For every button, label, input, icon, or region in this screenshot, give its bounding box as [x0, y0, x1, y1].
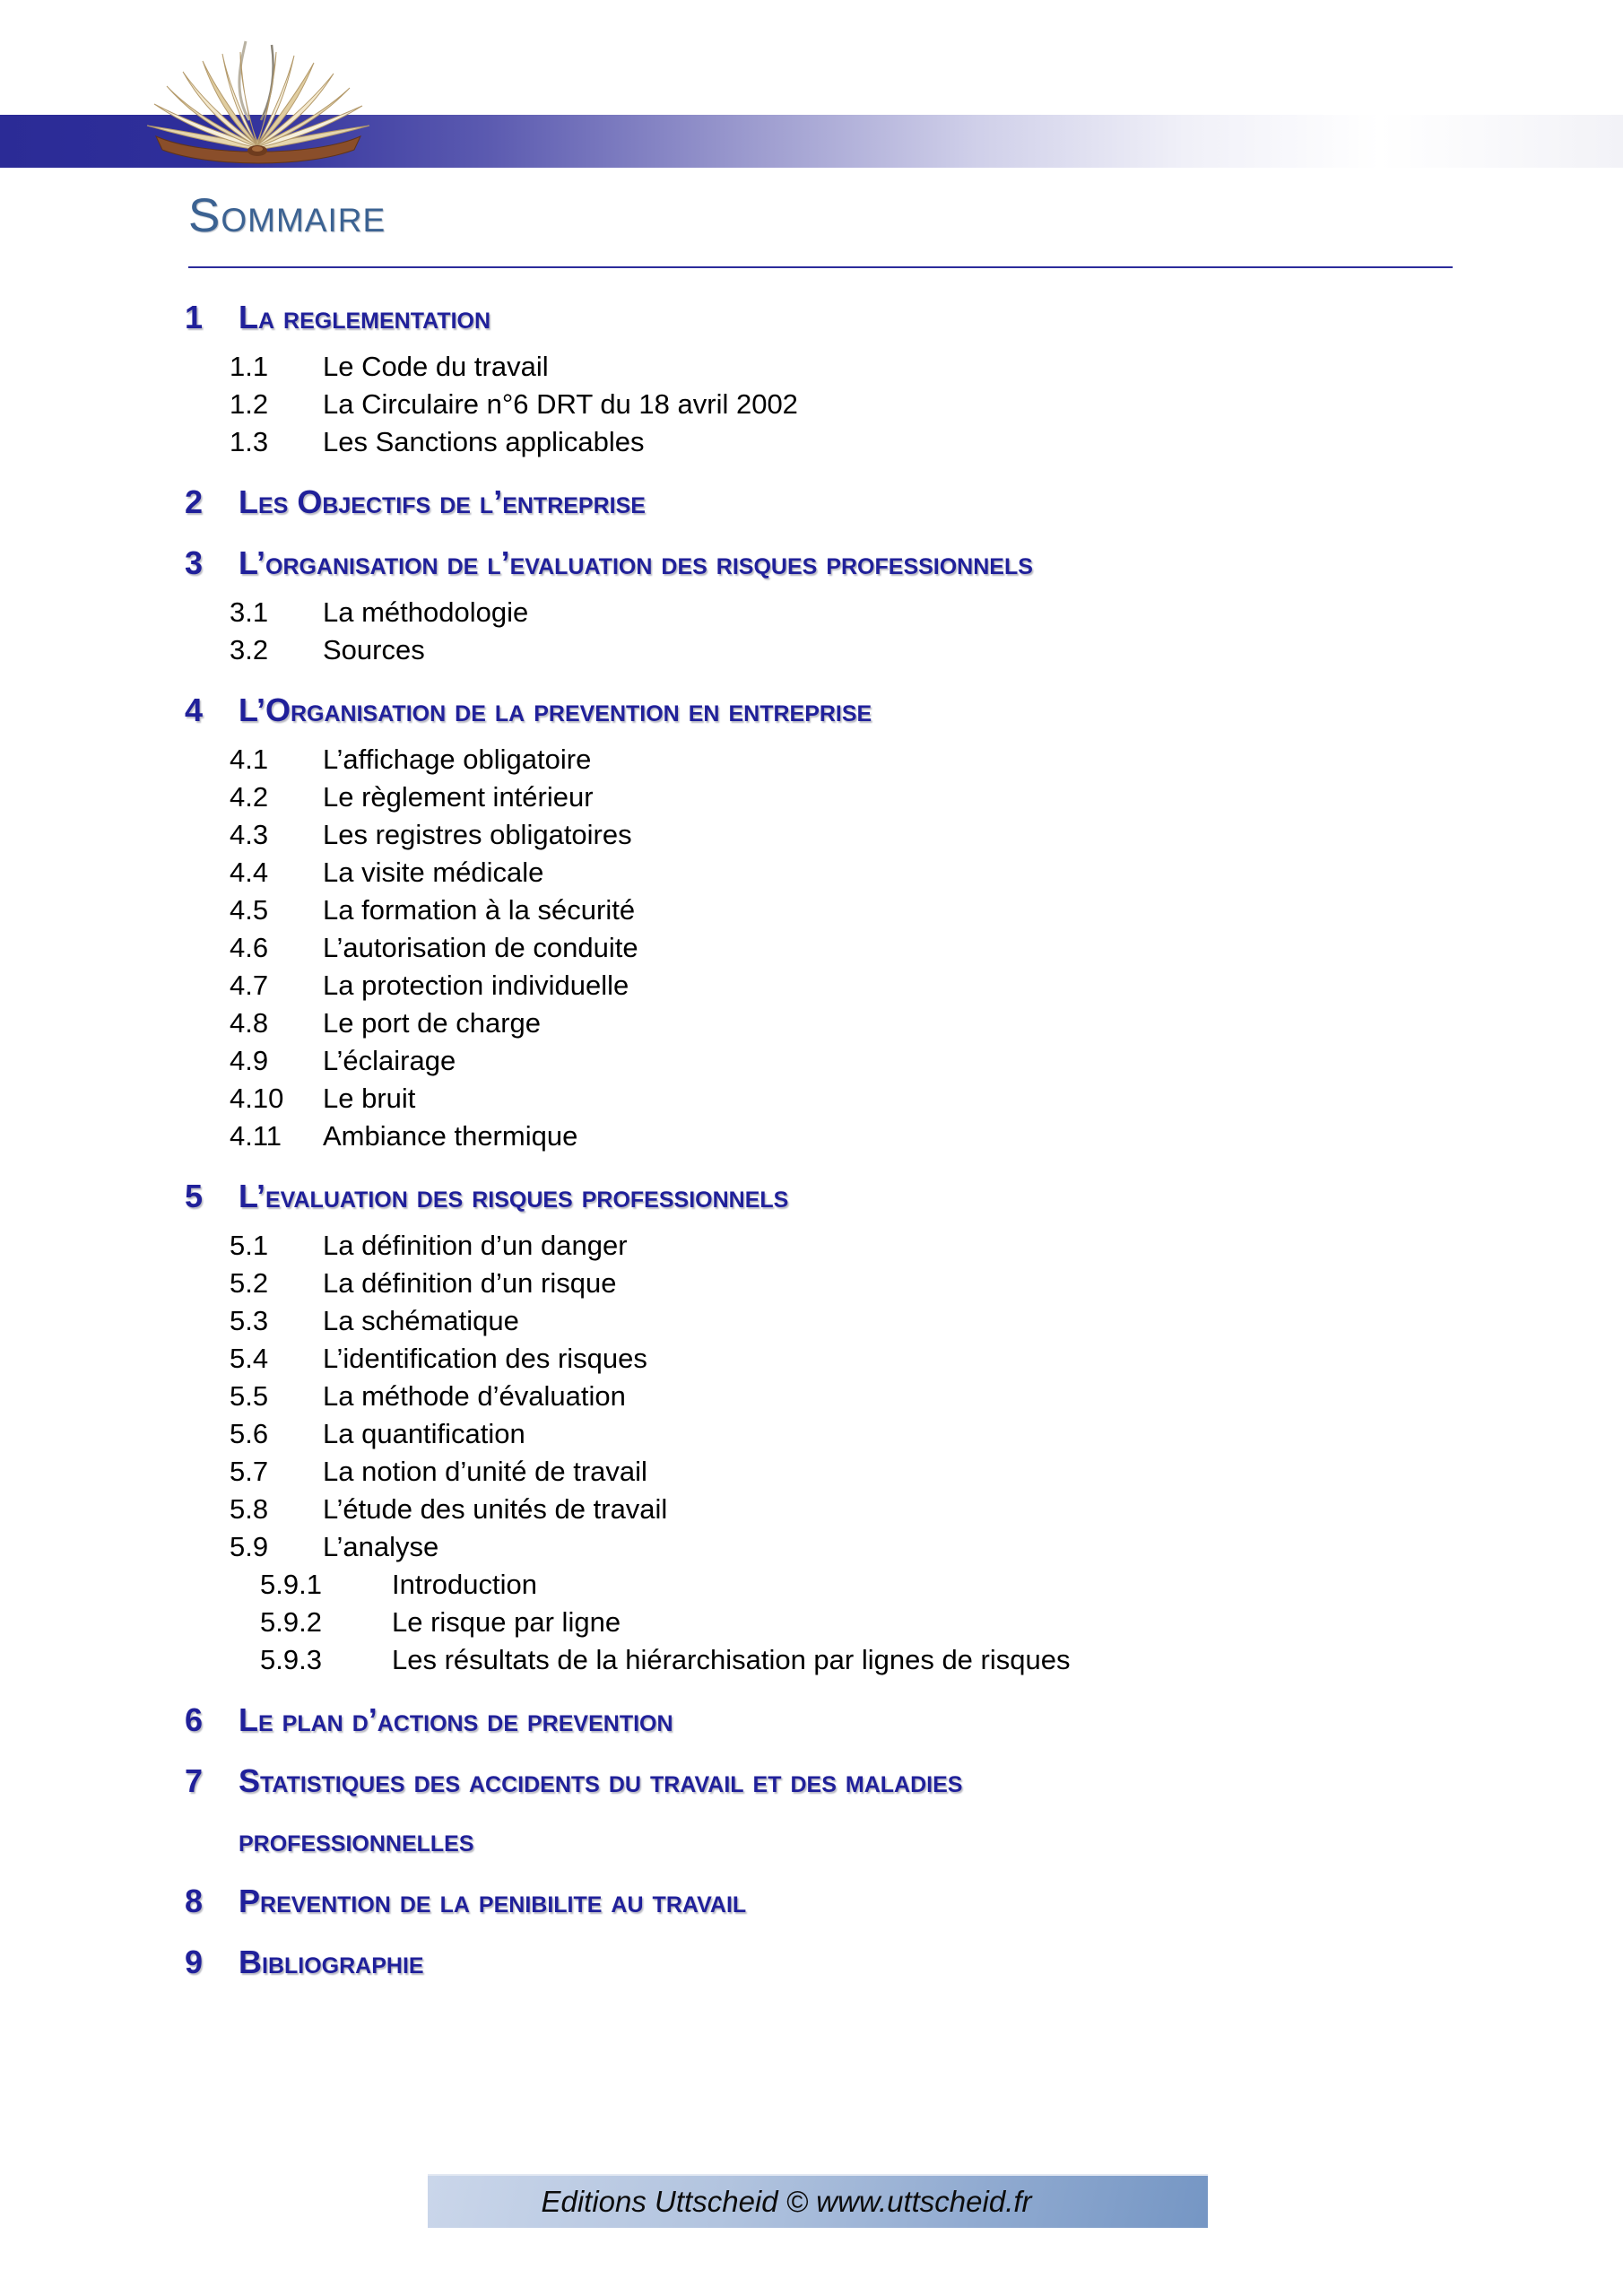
toc-section-label-line: professionnelles [239, 1822, 474, 1858]
toc-item [0, 1080, 1623, 1118]
toc-item-label: Les résultats de la hiérarchisation par lignes de risques [392, 1644, 1071, 1675]
toc-item [0, 929, 1623, 967]
toc-section-label [239, 1761, 962, 1860]
toc-item-number: 1.2 [230, 388, 269, 420]
toc-section-label [239, 544, 1033, 583]
toc-item-label: La méthode d’évaluation [323, 1380, 626, 1412]
toc-section-label [239, 1700, 673, 1740]
toc-item-number: 5.7 [230, 1456, 269, 1487]
toc-item [0, 1528, 1623, 1566]
toc-item-number: 5.3 [230, 1305, 269, 1336]
toc-item-number: 5.9.2 [260, 1606, 322, 1638]
toc-item-label: La définition d’un danger [323, 1230, 628, 1261]
toc-item-number: 4.10 [230, 1083, 284, 1114]
toc-item-label: La notion d’unité de travail [323, 1456, 647, 1487]
toc-item [0, 816, 1623, 854]
toc-item-number: 4.2 [230, 781, 269, 813]
open-book-icon [140, 36, 377, 169]
footer-banner [428, 2174, 1208, 2228]
toc-section-number: 5 [185, 1178, 204, 1214]
toc-section-label-line: Bibliographie [239, 1944, 424, 1980]
toc-item [0, 1566, 1623, 1604]
toc-section-label [239, 1177, 788, 1216]
toc-item-label: L’affichage obligatoire [323, 744, 592, 775]
toc-item-label: Les registres obligatoires [323, 819, 632, 850]
toc-section-number: 3 [185, 544, 204, 581]
toc-item-number: 5.9.1 [260, 1569, 322, 1600]
toc-item-label: La visite médicale [323, 857, 544, 888]
toc-section-number: 6 [185, 1701, 204, 1738]
toc-item [0, 348, 1623, 386]
toc-item-label: La quantification [323, 1418, 525, 1449]
toc-item-label: La protection individuelle [323, 970, 629, 1001]
toc-item-number: 4.3 [230, 819, 269, 850]
toc-item-label: Les Sanctions applicables [323, 426, 645, 457]
toc-item-number: 1.1 [230, 351, 269, 382]
toc-item [0, 1118, 1623, 1155]
toc-section-number: 2 [185, 483, 204, 520]
toc-section-label [239, 1943, 424, 1982]
toc-item-label: La définition d’un risque [323, 1267, 617, 1299]
toc-item [0, 1604, 1623, 1641]
toc-item-label: Ambiance thermique [323, 1120, 578, 1152]
toc-section-heading [0, 483, 1623, 522]
toc-section-number: 7 [185, 1762, 204, 1799]
toc-item-number: 5.9.3 [260, 1644, 322, 1675]
toc-item-label: La formation à la sécurité [323, 894, 636, 926]
toc-item [0, 1641, 1623, 1679]
toc-item-label: L’identification des risques [323, 1343, 647, 1374]
toc-section-label-line: La reglementation [239, 299, 491, 335]
toc-section-heading [0, 1700, 1623, 1740]
toc-item-label: La schématique [323, 1305, 519, 1336]
toc-item [0, 1453, 1623, 1491]
toc-item [0, 1491, 1623, 1528]
toc-item-number: 5.1 [230, 1230, 269, 1261]
toc-section-label-line: Le plan d’actions de prevention [239, 1701, 673, 1738]
toc-item-label: Le bruit [323, 1083, 416, 1114]
toc-item-number: 3.2 [230, 634, 269, 665]
toc-item-label: Le risque par ligne [392, 1606, 621, 1638]
toc-item-label: L’étude des unités de travail [323, 1493, 668, 1525]
toc-item [0, 1415, 1623, 1453]
title-rule [188, 266, 1453, 268]
toc-item [0, 854, 1623, 891]
toc-item [0, 594, 1623, 631]
toc-section-label-line: Les Objectifs de l’entreprise [239, 483, 646, 520]
toc-item-label: Introduction [392, 1569, 537, 1600]
footer-text: Editions Uttscheid © www.uttscheid.fr [541, 2185, 1032, 2218]
toc-item [0, 423, 1623, 461]
toc-item-label: Le Code du travail [323, 351, 549, 382]
toc-item-label: Le règlement intérieur [323, 781, 594, 813]
toc-item-label: L’analyse [323, 1531, 439, 1562]
toc-section-number: 1 [185, 299, 204, 335]
toc-item-number: 5.6 [230, 1418, 269, 1449]
toc-section-heading [0, 544, 1623, 583]
page-title: Sommaire [188, 189, 386, 242]
toc-section-number: 9 [185, 1944, 204, 1980]
toc-item-number: 4.7 [230, 970, 269, 1001]
toc-section-number: 4 [185, 691, 204, 728]
toc-section-label [239, 298, 490, 337]
toc-item-number: 5.9 [230, 1531, 269, 1562]
toc-section-heading [0, 1177, 1623, 1216]
toc-section-label-line: L’Organisation de la prevention en entreprise [239, 691, 872, 728]
toc-item-number: 4.1 [230, 744, 269, 775]
toc-item [0, 778, 1623, 816]
toc-section-label [239, 1882, 746, 1921]
toc-item-label: Le port de charge [323, 1007, 542, 1039]
toc-item-label: La Circulaire n°6 DRT du 18 avril 2002 [323, 388, 798, 420]
toc-section-heading [0, 1882, 1623, 1921]
toc-item-number: 1.3 [230, 426, 269, 457]
toc-item-label: La méthodologie [323, 596, 529, 628]
toc-item [0, 1378, 1623, 1415]
toc-section-label-line: Prevention de la penibilite au travail [239, 1883, 747, 1919]
toc-section-label-line: L’evaluation des risques professionnels [239, 1178, 789, 1214]
toc-section-heading [0, 1943, 1623, 1982]
toc-item-label: L’éclairage [323, 1045, 456, 1076]
toc-section-label [239, 691, 872, 730]
toc-item [0, 1302, 1623, 1340]
toc-item-number: 3.1 [230, 596, 269, 628]
toc-section-number: 8 [185, 1883, 204, 1919]
toc-section-heading [0, 691, 1623, 730]
toc-item [0, 741, 1623, 778]
toc-item [0, 891, 1623, 929]
toc-item-number: 5.5 [230, 1380, 269, 1412]
toc-item [0, 967, 1623, 1004]
toc-item-number: 5.8 [230, 1493, 269, 1525]
toc-section-label-line: L’organisation de l’evaluation des risques professionnels [239, 544, 1033, 581]
toc-item [0, 1004, 1623, 1042]
table-of-contents [0, 298, 1623, 1993]
toc-item [0, 1340, 1623, 1378]
toc-item-number: 4.9 [230, 1045, 269, 1076]
toc-item-number: 4.5 [230, 894, 269, 926]
toc-section-heading [0, 1761, 1623, 1860]
toc-item-number: 4.8 [230, 1007, 269, 1039]
toc-item-number: 5.4 [230, 1343, 269, 1374]
toc-item [0, 631, 1623, 669]
toc-item [0, 1042, 1623, 1080]
toc-section-heading [0, 298, 1623, 337]
toc-item [0, 1227, 1623, 1265]
toc-item-number: 5.2 [230, 1267, 269, 1299]
toc-section-label-line: Statistiques des accidents du travail et des maladies [239, 1762, 963, 1799]
toc-item [0, 386, 1623, 423]
toc-item-number: 4.4 [230, 857, 269, 888]
toc-section-label [239, 483, 646, 522]
toc-item-label: L’autorisation de conduite [323, 932, 638, 963]
toc-item-number: 4.6 [230, 932, 269, 963]
toc-item-label: Sources [323, 634, 425, 665]
toc-item [0, 1265, 1623, 1302]
toc-item-number: 4.11 [230, 1120, 282, 1152]
